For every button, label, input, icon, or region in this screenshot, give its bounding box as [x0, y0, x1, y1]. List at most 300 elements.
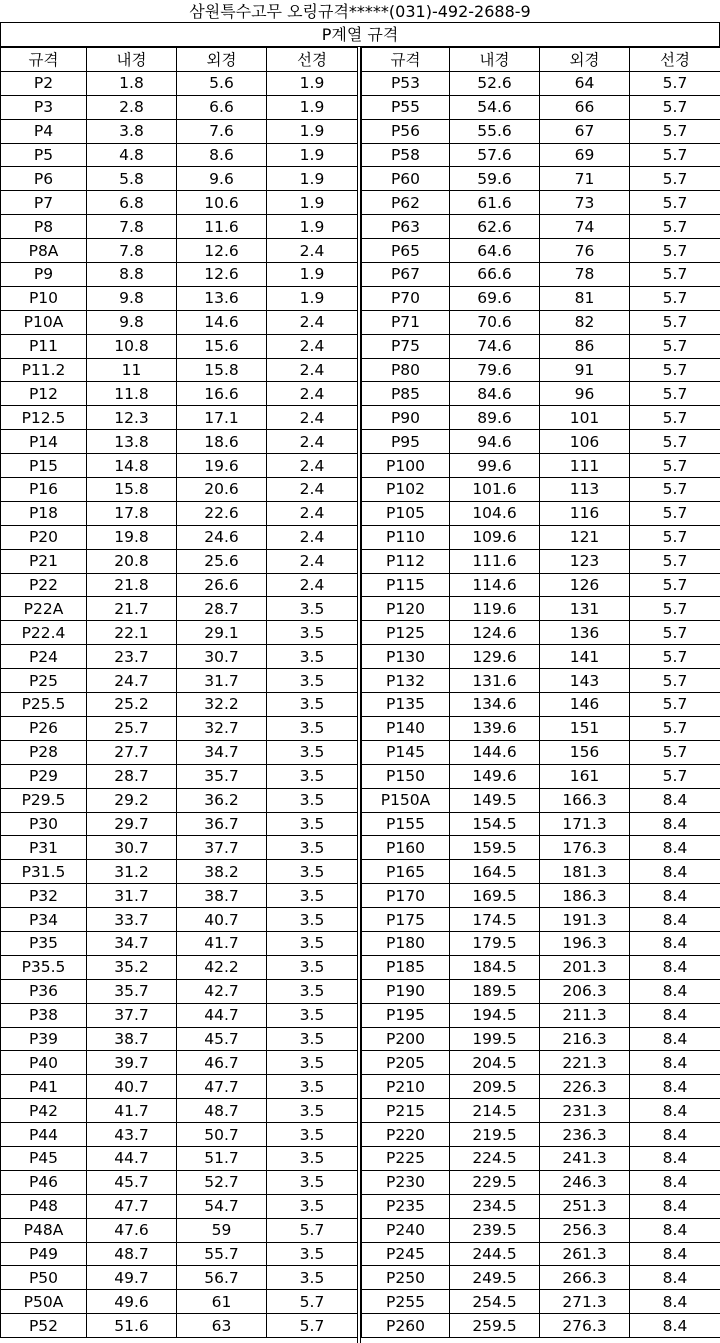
- cell-size: P55: [362, 95, 450, 119]
- cell-inner-diameter: 89.6: [450, 406, 540, 430]
- table-row: [1, 478, 358, 502]
- cell-size: P195: [362, 1003, 450, 1027]
- cell-cross-section: 2.4: [267, 310, 358, 334]
- cell-cross-section: 3.5: [267, 979, 358, 1003]
- cell-inner-diameter: 25.7: [87, 716, 177, 740]
- cell-outer-diameter: 271.3: [540, 1290, 630, 1314]
- table-row: [1, 908, 358, 932]
- cell-cross-section: 8.4: [630, 1123, 720, 1147]
- cell-inner-diameter: 27.7: [87, 740, 177, 764]
- table-row: [1, 716, 358, 740]
- cell-cross-section: 2.4: [267, 382, 358, 406]
- table-row: [362, 191, 720, 215]
- cell-outer-diameter: 42.7: [177, 979, 267, 1003]
- cell-size: P7: [1, 191, 87, 215]
- header-size: 규격: [1, 48, 87, 72]
- table-row: [1, 645, 358, 669]
- cell-cross-section: 3.5: [267, 693, 358, 717]
- table-row: [362, 239, 720, 263]
- cell-size: P145: [362, 740, 450, 764]
- cell-inner-diameter: 209.5: [450, 1075, 540, 1099]
- cell-size: P35: [1, 931, 87, 955]
- header-cross-section: 선경: [630, 48, 720, 72]
- cell-outer-diameter: 121: [540, 525, 630, 549]
- cell-size: P2: [1, 71, 87, 95]
- cell-size: P112: [362, 549, 450, 573]
- table-row: [362, 95, 720, 119]
- cell-cross-section: 3.5: [267, 1242, 358, 1266]
- cell-size: P85: [362, 382, 450, 406]
- cell-outer-diameter: 221.3: [540, 1051, 630, 1075]
- cell-cross-section: 1.9: [267, 215, 358, 239]
- table-row: [362, 167, 720, 191]
- cell-cross-section: 5.7: [630, 693, 720, 717]
- table-row: [1, 1051, 358, 1075]
- cell-size: P71: [362, 310, 450, 334]
- cell-size: P5: [1, 143, 87, 167]
- table-row: [362, 669, 720, 693]
- cell-size: P11: [1, 334, 87, 358]
- cell-inner-diameter: 234.5: [450, 1194, 540, 1218]
- cell-outer-diameter: 31.7: [177, 669, 267, 693]
- cell-outer-diameter: 101: [540, 406, 630, 430]
- cell-outer-diameter: 71: [540, 167, 630, 191]
- cell-inner-diameter: 59.6: [450, 167, 540, 191]
- table-row: [362, 884, 720, 908]
- table-row: [1, 71, 358, 95]
- cell-size: P12.5: [1, 406, 87, 430]
- cell-cross-section: 5.7: [630, 573, 720, 597]
- cell-cross-section: 8.4: [630, 1314, 720, 1338]
- cell-cross-section: 2.4: [267, 573, 358, 597]
- cell-outer-diameter: 171.3: [540, 812, 630, 836]
- left-spec-table: [0, 47, 358, 1338]
- cell-inner-diameter: 4.8: [87, 143, 177, 167]
- cell-inner-diameter: 159.5: [450, 836, 540, 860]
- cell-inner-diameter: 64.6: [450, 239, 540, 263]
- table-row: [1, 1194, 358, 1218]
- cell-outer-diameter: 216.3: [540, 1027, 630, 1051]
- cell-outer-diameter: 81: [540, 286, 630, 310]
- cell-size: P10A: [1, 310, 87, 334]
- cell-outer-diameter: 26.6: [177, 573, 267, 597]
- cell-outer-diameter: 40.7: [177, 908, 267, 932]
- cell-cross-section: 3.5: [267, 669, 358, 693]
- cell-inner-diameter: 43.7: [87, 1123, 177, 1147]
- table-row: [362, 549, 720, 573]
- header-inner-diameter: 내경: [450, 48, 540, 72]
- cell-size: P120: [362, 597, 450, 621]
- cell-outer-diameter: 36.7: [177, 812, 267, 836]
- table-row: [362, 1099, 720, 1123]
- cell-inner-diameter: 169.5: [450, 884, 540, 908]
- table-row: [1, 549, 358, 573]
- cell-size: P21: [1, 549, 87, 573]
- table-row: [1, 1099, 358, 1123]
- cell-inner-diameter: 204.5: [450, 1051, 540, 1075]
- cell-outer-diameter: 13.6: [177, 286, 267, 310]
- cell-cross-section: 8.4: [630, 979, 720, 1003]
- cell-size: P56: [362, 119, 450, 143]
- cell-outer-diameter: 191.3: [540, 908, 630, 932]
- cell-inner-diameter: 99.6: [450, 454, 540, 478]
- cell-outer-diameter: 38.2: [177, 860, 267, 884]
- cell-cross-section: 5.7: [630, 525, 720, 549]
- cell-size: P22: [1, 573, 87, 597]
- cell-outer-diameter: 56.7: [177, 1266, 267, 1290]
- cell-inner-diameter: 49.6: [87, 1290, 177, 1314]
- table-row: [362, 1051, 720, 1075]
- cell-size: P75: [362, 334, 450, 358]
- table-row: [362, 454, 720, 478]
- cell-outer-diameter: 52.7: [177, 1170, 267, 1194]
- cell-size: P235: [362, 1194, 450, 1218]
- table-row: [1, 215, 358, 239]
- table-row: [1, 788, 358, 812]
- cell-outer-diameter: 256.3: [540, 1218, 630, 1242]
- cell-outer-diameter: 6.6: [177, 95, 267, 119]
- cell-outer-diameter: 37.7: [177, 836, 267, 860]
- cell-inner-diameter: 1.8: [87, 71, 177, 95]
- table-row: [362, 1194, 720, 1218]
- cell-size: P63: [362, 215, 450, 239]
- cell-size: P38: [1, 1003, 87, 1027]
- cell-cross-section: 8.4: [630, 788, 720, 812]
- cell-cross-section: 1.9: [267, 167, 358, 191]
- cell-inner-diameter: 45.7: [87, 1170, 177, 1194]
- cell-cross-section: 8.4: [630, 931, 720, 955]
- cell-size: P16: [1, 478, 87, 502]
- cell-inner-diameter: 219.5: [450, 1123, 540, 1147]
- cell-cross-section: 3.5: [267, 1146, 358, 1170]
- cell-inner-diameter: 101.6: [450, 478, 540, 502]
- cell-cross-section: 8.4: [630, 860, 720, 884]
- cell-inner-diameter: 94.6: [450, 430, 540, 454]
- table-row: [362, 645, 720, 669]
- cell-outer-diameter: 25.6: [177, 549, 267, 573]
- cell-inner-diameter: 184.5: [450, 955, 540, 979]
- cell-cross-section: 3.5: [267, 1003, 358, 1027]
- cell-cross-section: 5.7: [630, 263, 720, 287]
- cell-size: P24: [1, 645, 87, 669]
- cell-cross-section: 5.7: [630, 430, 720, 454]
- cell-inner-diameter: 194.5: [450, 1003, 540, 1027]
- cell-size: P250: [362, 1266, 450, 1290]
- cell-size: P41: [1, 1075, 87, 1099]
- cell-inner-diameter: 79.6: [450, 358, 540, 382]
- table-row: [362, 1170, 720, 1194]
- table-row: [1, 597, 358, 621]
- cell-size: P155: [362, 812, 450, 836]
- table-row: [1, 955, 358, 979]
- cell-inner-diameter: 179.5: [450, 931, 540, 955]
- cell-outer-diameter: 15.6: [177, 334, 267, 358]
- cell-inner-diameter: 144.6: [450, 740, 540, 764]
- cell-outer-diameter: 10.6: [177, 191, 267, 215]
- cell-outer-diameter: 30.7: [177, 645, 267, 669]
- cell-size: P125: [362, 621, 450, 645]
- cell-outer-diameter: 76: [540, 239, 630, 263]
- cell-inner-diameter: 149.6: [450, 764, 540, 788]
- table-row: [362, 143, 720, 167]
- cell-inner-diameter: 48.7: [87, 1242, 177, 1266]
- cell-cross-section: 2.4: [267, 501, 358, 525]
- cell-outer-diameter: 143: [540, 669, 630, 693]
- cell-outer-diameter: 186.3: [540, 884, 630, 908]
- cell-size: P53: [362, 71, 450, 95]
- cell-inner-diameter: 57.6: [450, 143, 540, 167]
- cell-size: P6: [1, 167, 87, 191]
- cell-outer-diameter: 266.3: [540, 1266, 630, 1290]
- cell-inner-diameter: 134.6: [450, 693, 540, 717]
- table-row: [1, 239, 358, 263]
- cell-inner-diameter: 38.7: [87, 1027, 177, 1051]
- table-row: [1, 573, 358, 597]
- cell-inner-diameter: 164.5: [450, 860, 540, 884]
- cell-outer-diameter: 146: [540, 693, 630, 717]
- table-row: [362, 119, 720, 143]
- cell-size: P35.5: [1, 955, 87, 979]
- cell-outer-diameter: 74: [540, 215, 630, 239]
- header-size: 규격: [362, 48, 450, 72]
- cell-size: P140: [362, 716, 450, 740]
- cell-cross-section: 2.4: [267, 454, 358, 478]
- cell-cross-section: 3.5: [267, 740, 358, 764]
- cell-cross-section: 5.7: [630, 406, 720, 430]
- table-row: [1, 669, 358, 693]
- cell-size: P180: [362, 931, 450, 955]
- cell-inner-diameter: 15.8: [87, 478, 177, 502]
- cell-cross-section: 2.4: [267, 478, 358, 502]
- cell-cross-section: 5.7: [630, 215, 720, 239]
- cell-size: P205: [362, 1051, 450, 1075]
- cell-cross-section: 8.4: [630, 908, 720, 932]
- cell-inner-diameter: 11: [87, 358, 177, 382]
- cell-size: P36: [1, 979, 87, 1003]
- cell-size: P48: [1, 1194, 87, 1218]
- table-row: [362, 1290, 720, 1314]
- table-row: [1, 95, 358, 119]
- cell-size: P11.2: [1, 358, 87, 382]
- cell-inner-diameter: 19.8: [87, 525, 177, 549]
- cell-outer-diameter: 17.1: [177, 406, 267, 430]
- cell-size: P200: [362, 1027, 450, 1051]
- cell-cross-section: 3.5: [267, 1194, 358, 1218]
- cell-cross-section: 3.5: [267, 860, 358, 884]
- cell-size: P9: [1, 263, 87, 287]
- table-row: [362, 979, 720, 1003]
- cell-cross-section: 3.5: [267, 1266, 358, 1290]
- cell-outer-diameter: 19.6: [177, 454, 267, 478]
- cell-outer-diameter: 206.3: [540, 979, 630, 1003]
- table-row: [362, 215, 720, 239]
- cell-size: P165: [362, 860, 450, 884]
- cell-inner-diameter: 199.5: [450, 1027, 540, 1051]
- header-row: [362, 48, 720, 72]
- header-outer-diameter: 외경: [540, 48, 630, 72]
- cell-size: P40: [1, 1051, 87, 1075]
- cell-outer-diameter: 36.2: [177, 788, 267, 812]
- cell-size: P22A: [1, 597, 87, 621]
- cell-size: P29: [1, 764, 87, 788]
- cell-cross-section: 8.4: [630, 1266, 720, 1290]
- table-row: [362, 1075, 720, 1099]
- cell-inner-diameter: 174.5: [450, 908, 540, 932]
- cell-inner-diameter: 17.8: [87, 501, 177, 525]
- cell-inner-diameter: 55.6: [450, 119, 540, 143]
- cell-cross-section: 3.5: [267, 1123, 358, 1147]
- cell-outer-diameter: 32.2: [177, 693, 267, 717]
- cell-size: P220: [362, 1123, 450, 1147]
- cell-size: P30: [1, 812, 87, 836]
- cell-outer-diameter: 231.3: [540, 1099, 630, 1123]
- cell-size: P210: [362, 1075, 450, 1099]
- cell-outer-diameter: 29.1: [177, 621, 267, 645]
- cell-cross-section: 5.7: [630, 119, 720, 143]
- cell-inner-diameter: 84.6: [450, 382, 540, 406]
- cell-outer-diameter: 131: [540, 597, 630, 621]
- cell-size: P14: [1, 430, 87, 454]
- cell-cross-section: 8.4: [630, 1027, 720, 1051]
- table-row: [362, 931, 720, 955]
- cell-size: P45: [1, 1146, 87, 1170]
- cell-outer-diameter: 116: [540, 501, 630, 525]
- cell-inner-diameter: 13.8: [87, 430, 177, 454]
- cell-size: P46: [1, 1170, 87, 1194]
- cell-size: P230: [362, 1170, 450, 1194]
- cell-cross-section: 8.4: [630, 1194, 720, 1218]
- cell-cross-section: 8.4: [630, 1099, 720, 1123]
- cell-cross-section: 5.7: [630, 764, 720, 788]
- cell-size: P15: [1, 454, 87, 478]
- cell-size: P31.5: [1, 860, 87, 884]
- cell-outer-diameter: 176.3: [540, 836, 630, 860]
- cell-outer-diameter: 123: [540, 549, 630, 573]
- cell-cross-section: 5.7: [267, 1218, 358, 1242]
- header-row: [1, 48, 358, 72]
- cell-size: P135: [362, 693, 450, 717]
- cell-cross-section: 8.4: [630, 812, 720, 836]
- cell-outer-diameter: 96: [540, 382, 630, 406]
- cell-outer-diameter: 7.6: [177, 119, 267, 143]
- cell-size: P50A: [1, 1290, 87, 1314]
- cell-inner-diameter: 124.6: [450, 621, 540, 645]
- cell-cross-section: 3.5: [267, 764, 358, 788]
- cell-inner-diameter: 39.7: [87, 1051, 177, 1075]
- header-inner-diameter: 내경: [87, 48, 177, 72]
- cell-inner-diameter: 29.7: [87, 812, 177, 836]
- cell-size: P70: [362, 286, 450, 310]
- cell-size: P90: [362, 406, 450, 430]
- cell-size: P31: [1, 836, 87, 860]
- cell-outer-diameter: 48.7: [177, 1099, 267, 1123]
- cell-outer-diameter: 201.3: [540, 955, 630, 979]
- cell-outer-diameter: 34.7: [177, 740, 267, 764]
- cell-cross-section: 3.5: [267, 621, 358, 645]
- cell-outer-diameter: 73: [540, 191, 630, 215]
- cell-inner-diameter: 69.6: [450, 286, 540, 310]
- cell-inner-diameter: 25.2: [87, 693, 177, 717]
- table-row: [362, 478, 720, 502]
- cell-cross-section: 5.7: [630, 191, 720, 215]
- cell-size: P49: [1, 1242, 87, 1266]
- cell-size: P115: [362, 573, 450, 597]
- table-row: [1, 334, 358, 358]
- cell-cross-section: 3.5: [267, 788, 358, 812]
- cell-inner-diameter: 11.8: [87, 382, 177, 406]
- cell-outer-diameter: 151: [540, 716, 630, 740]
- cell-cross-section: 3.5: [267, 645, 358, 669]
- cell-size: P215: [362, 1099, 450, 1123]
- cell-outer-diameter: 16.6: [177, 382, 267, 406]
- right-spec-table: [361, 47, 720, 1338]
- cell-inner-diameter: 131.6: [450, 669, 540, 693]
- cell-inner-diameter: 5.8: [87, 167, 177, 191]
- table-row: [362, 525, 720, 549]
- table-row: [1, 310, 358, 334]
- cell-size: P110: [362, 525, 450, 549]
- cell-inner-diameter: 2.8: [87, 95, 177, 119]
- cell-cross-section: 3.5: [267, 1027, 358, 1051]
- cell-cross-section: 5.7: [630, 239, 720, 263]
- cell-outer-diameter: 161: [540, 764, 630, 788]
- cell-inner-diameter: 21.7: [87, 597, 177, 621]
- table-row: [1, 1314, 358, 1338]
- cell-outer-diameter: 44.7: [177, 1003, 267, 1027]
- table-row: [362, 1027, 720, 1051]
- table-row: [362, 788, 720, 812]
- cell-inner-diameter: 28.7: [87, 764, 177, 788]
- table-row: [1, 430, 358, 454]
- cell-cross-section: 5.7: [630, 95, 720, 119]
- cell-cross-section: 1.9: [267, 286, 358, 310]
- cell-cross-section: 1.9: [267, 263, 358, 287]
- cell-inner-diameter: 52.6: [450, 71, 540, 95]
- cell-cross-section: 5.7: [630, 382, 720, 406]
- cell-size: P102: [362, 478, 450, 502]
- cell-outer-diameter: 12.6: [177, 239, 267, 263]
- cell-outer-diameter: 78: [540, 263, 630, 287]
- table-row: [1, 931, 358, 955]
- table-row: [362, 71, 720, 95]
- cell-cross-section: 5.7: [630, 286, 720, 310]
- table-row: [362, 286, 720, 310]
- cell-outer-diameter: 54.7: [177, 1194, 267, 1218]
- cell-size: P44: [1, 1123, 87, 1147]
- table-row: [1, 1266, 358, 1290]
- cell-cross-section: 2.4: [267, 334, 358, 358]
- table-row: [362, 812, 720, 836]
- cell-size: P175: [362, 908, 450, 932]
- cell-cross-section: 8.4: [630, 1051, 720, 1075]
- cell-size: P25.5: [1, 693, 87, 717]
- header-outer-diameter: 외경: [177, 48, 267, 72]
- cell-inner-diameter: 23.7: [87, 645, 177, 669]
- cell-inner-diameter: 54.6: [450, 95, 540, 119]
- cell-cross-section: 3.5: [267, 1051, 358, 1075]
- cell-inner-diameter: 31.7: [87, 884, 177, 908]
- table-row: [1, 1242, 358, 1266]
- cell-cross-section: 3.5: [267, 1170, 358, 1194]
- cell-cross-section: 3.5: [267, 908, 358, 932]
- cell-outer-diameter: 141: [540, 645, 630, 669]
- cell-inner-diameter: 154.5: [450, 812, 540, 836]
- cell-size: P10: [1, 286, 87, 310]
- cell-inner-diameter: 20.8: [87, 549, 177, 573]
- cell-inner-diameter: 214.5: [450, 1099, 540, 1123]
- cell-cross-section: 8.4: [630, 955, 720, 979]
- table-row: [362, 860, 720, 884]
